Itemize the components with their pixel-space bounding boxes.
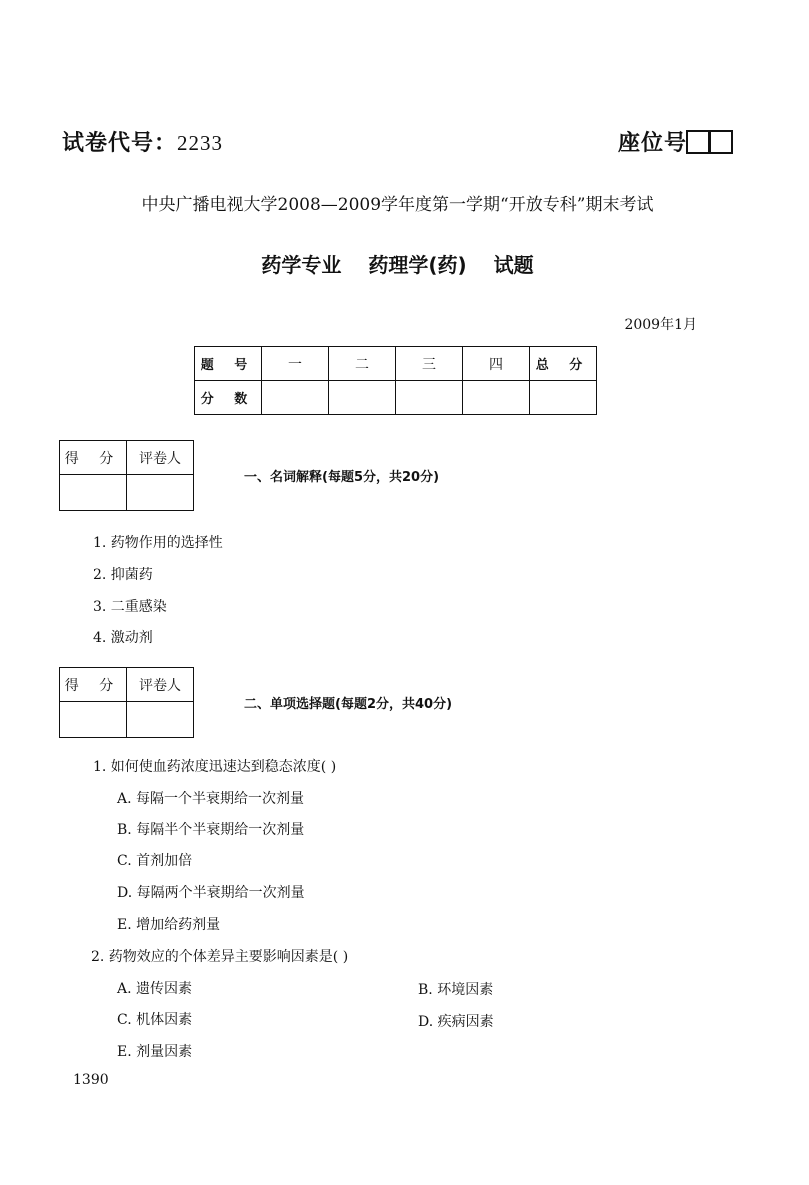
- list-item: 2. 抑菌药: [93, 567, 153, 583]
- table-cell: 分 数: [195, 381, 262, 415]
- grader-score-label: 得 分: [60, 668, 127, 702]
- grader-score-label: 得 分: [60, 441, 127, 475]
- score-cell[interactable]: [262, 381, 329, 415]
- page-number: 1390: [73, 1072, 109, 1088]
- score-cell[interactable]: [396, 381, 463, 415]
- seat-number-label: 座位号: [617, 131, 687, 156]
- score-cell[interactable]: [329, 381, 396, 415]
- question-2-option-d[interactable]: D. 疾病因素: [418, 1014, 494, 1030]
- paper-code-label: 试卷代号：: [62, 131, 178, 156]
- section-2-title: 二、单项选择题(每题2分，共40分): [244, 697, 453, 712]
- question-1-option-e[interactable]: E. 增加给药剂量: [117, 917, 221, 933]
- grader-reviewer-label: 评卷人: [127, 441, 194, 475]
- question-2-stem: 2. 药物效应的个体差异主要影响因素是( ): [91, 949, 349, 965]
- question-2-option-a[interactable]: A. 遗传因素: [117, 981, 193, 997]
- question-2-option-e[interactable]: E. 剂量因素: [117, 1044, 193, 1060]
- seat-number-box-1[interactable]: [686, 130, 710, 154]
- question-1-stem: 1. 如何使血药浓度迅速达到稳态浓度( ): [93, 759, 337, 775]
- table-cell: 三: [396, 347, 463, 381]
- question-1-option-b[interactable]: B. 每隔半个半衰期给一次剂量: [117, 822, 305, 838]
- seat-number: [618, 126, 733, 157]
- section-1-title: 一、名词解释(每题5分，共20分): [244, 470, 440, 485]
- table-row: [195, 347, 597, 381]
- table-row: [195, 381, 597, 415]
- paper-code-value: 2233: [177, 131, 224, 155]
- list-item: 4. 激动剂: [93, 630, 153, 646]
- score-cell[interactable]: [530, 381, 597, 415]
- table-row: [60, 668, 194, 702]
- exam-title: 中央广播电视大学2008—2009学年度第一学期“开放专科”期末考试: [141, 195, 654, 215]
- table-cell: 一: [262, 347, 329, 381]
- exam-date: 2009年1月: [624, 317, 697, 333]
- table-cell: 四: [463, 347, 530, 381]
- subject-title: 药学专业 药理学(药) 试题: [261, 253, 534, 277]
- paper-code: [62, 126, 223, 157]
- grader-reviewer-cell[interactable]: [127, 475, 194, 511]
- table-cell: 总 分: [530, 347, 597, 381]
- score-summary-table: [194, 346, 597, 415]
- table-cell: 二: [329, 347, 396, 381]
- table-cell: 题 号: [195, 347, 262, 381]
- list-item: 3. 二重感染: [93, 599, 167, 615]
- grader-reviewer-cell[interactable]: [127, 702, 194, 738]
- grader-box-1: [59, 440, 194, 511]
- question-2-option-c[interactable]: C. 机体因素: [117, 1012, 193, 1028]
- question-1-option-c[interactable]: C. 首剂加倍: [117, 853, 193, 869]
- seat-number-box-2[interactable]: [709, 130, 733, 154]
- grader-score-cell[interactable]: [60, 475, 127, 511]
- question-2-option-b[interactable]: B. 环境因素: [418, 982, 494, 998]
- table-row: [60, 475, 194, 511]
- score-cell[interactable]: [463, 381, 530, 415]
- table-row: [60, 441, 194, 475]
- grader-reviewer-label: 评卷人: [127, 668, 194, 702]
- list-item: 1. 药物作用的选择性: [93, 535, 223, 551]
- grader-score-cell[interactable]: [60, 702, 127, 738]
- table-row: [60, 702, 194, 738]
- question-1-option-a[interactable]: A. 每隔一个半衰期给一次剂量: [117, 791, 305, 807]
- question-1-option-d[interactable]: D. 每隔两个半衰期给一次剂量: [117, 885, 305, 901]
- grader-box-2: [59, 667, 194, 738]
